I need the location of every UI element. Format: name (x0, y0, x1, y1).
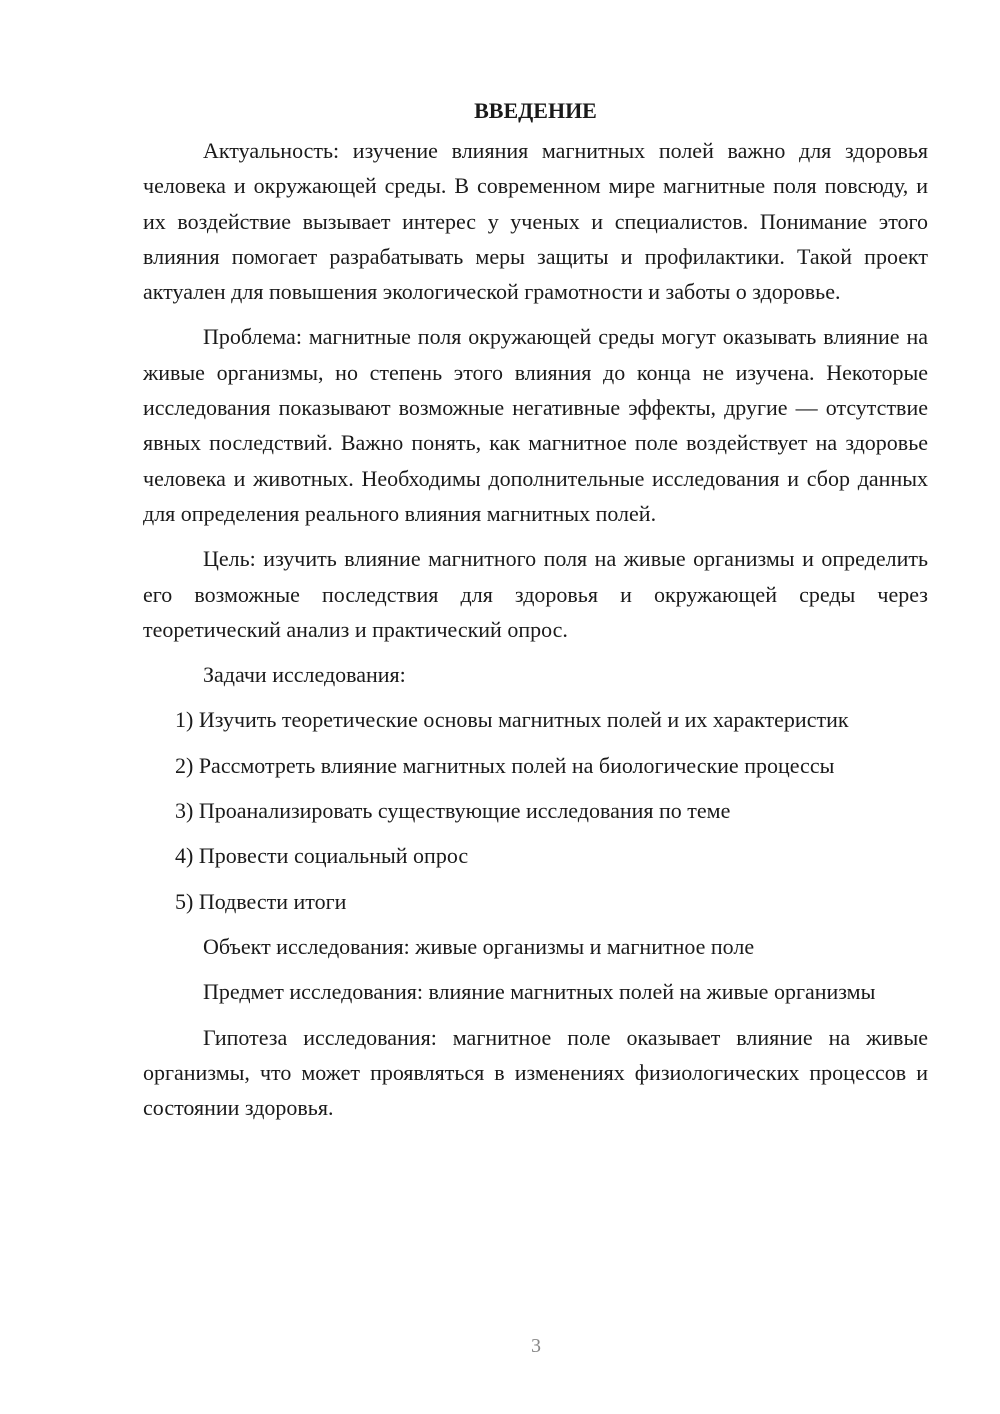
tasks-title: Задачи исследования: (203, 662, 406, 688)
page-number: 3 (531, 1335, 541, 1357)
goal-paragraph: Цель: изучить влияние магнитного поля на живые организмы и определить его возможные последствия для здоровья и окружающей среды через теоретический анализ и практический опрос. (143, 546, 928, 642)
hypothesis-paragraph: Гипотеза исследования: магнитное поле оказывает влияние на живые организмы, что может проявляться в изменениях физиологических процессов и состоянии здоровья. (143, 1024, 928, 1121)
task-item-2: 2) Рассмотреть влияние магнитных полей на биологические процессы (175, 752, 835, 778)
task-item-1: 1) Изучить теоретические основы магнитных полей и их характеристик (175, 707, 849, 733)
problem-paragraph: Проблема: магнитные поля окружающей среды могут оказывать влияние на живые организмы, но степень этого влияния до конца не изучена. Некоторые исследования показывают возможные негативные эффекты, другие — отсутствие явных последствий. Важно понять, как магнитное поле воздействует на здоровье человека и животных. Необходимы дополнительные исследования и сбор данных для определения реального влияния магнитных полей. (143, 324, 928, 526)
object-paragraph: Объект исследования: живые организмы и магнитное поле (203, 933, 755, 959)
task-item-3: 3) Проанализировать существующие исследования по теме (175, 798, 731, 824)
section-heading: ВВЕДЕНИЕ (474, 98, 597, 123)
relevance-paragraph: Актуальность: изучение влияния магнитных полей важно для здоровья человека и окружающей среды. В современном мире магнитные поля повсюду, и их воздействие вызывает интерес у ученых и специалистов. Понимание этого влияния помогает разрабатывать меры защиты и профилактики. Такой проект актуален для повышения экологической грамотности и заботы о здоровье. (143, 138, 928, 305)
task-item-5: 5) Подвести итоги (175, 888, 347, 914)
page-content (143, 96, 928, 1135)
tasks-list (143, 702, 928, 918)
subject-paragraph: Предмет исследования: влияние магнитных полей на живые организмы (203, 979, 876, 1005)
task-item-4: 4) Провести социальный опрос (175, 843, 469, 869)
